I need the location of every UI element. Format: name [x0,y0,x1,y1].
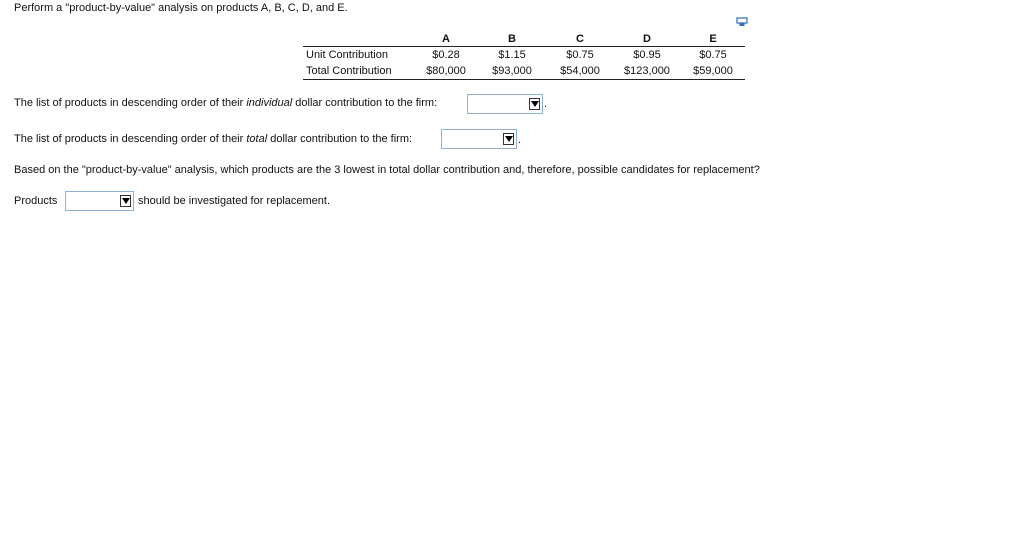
question-text: dollar contribution to the firm: [292,97,438,109]
table-row [303,47,745,64]
product-data-table [303,32,745,80]
dropdown-arrow-icon[interactable] [529,98,540,110]
question-text: dollar contribution to the firm: [267,133,413,145]
question-total-label [14,133,412,145]
total-order-select[interactable] [441,129,517,149]
table-row [303,63,745,80]
question-text: The list of products in descending order of their [14,97,247,109]
table-cell: $123,000 [624,65,670,77]
instruction-text: Perform a "product-by-value" analysis on products A, B, C, D, and E. [14,2,348,14]
table-header-cell: E [709,33,717,45]
row-label: Total Contribution [306,65,392,77]
table-cell: $0.28 [432,49,460,61]
table-header-cell: C [576,33,584,45]
row-label: Unit Contribution [306,49,388,61]
replacement-suffix-text: should be investigated for replacement. [138,195,331,207]
table-cell: $0.95 [633,49,661,61]
table-cell: $0.75 [699,49,727,61]
question-individual-label [14,97,437,109]
copy-icon[interactable] [736,17,748,27]
question-text: The list of products in descending order of their [14,133,247,145]
table-header-cell [303,32,415,47]
table-header-cell: D [643,33,651,45]
table-header-row [303,32,745,47]
table-header-cell: B [508,33,516,45]
table-cell: $1.15 [498,49,526,61]
dropdown-arrow-icon[interactable] [120,195,131,207]
question-emphasis: total [246,133,268,145]
trailing-period: . [544,98,548,110]
table-header-cell: A [442,33,450,45]
dropdown-arrow-icon[interactable] [503,133,514,145]
replacement-products-select[interactable] [65,191,134,211]
individual-order-select[interactable] [467,94,543,114]
question-replacement-text: Based on the "product-by-value" analysis, which products are the 3 lowest in total dollar contribution and, therefore, possible candidates for replacement? [14,164,760,176]
table-cell: $80,000 [426,65,466,77]
table-cell: $59,000 [693,65,733,77]
table-cell: $54,000 [560,65,600,77]
table-cell: $93,000 [492,65,532,77]
products-label: Products [14,195,58,207]
question-emphasis: individual [246,97,293,109]
table-cell: $0.75 [566,49,594,61]
trailing-period: . [518,134,522,146]
